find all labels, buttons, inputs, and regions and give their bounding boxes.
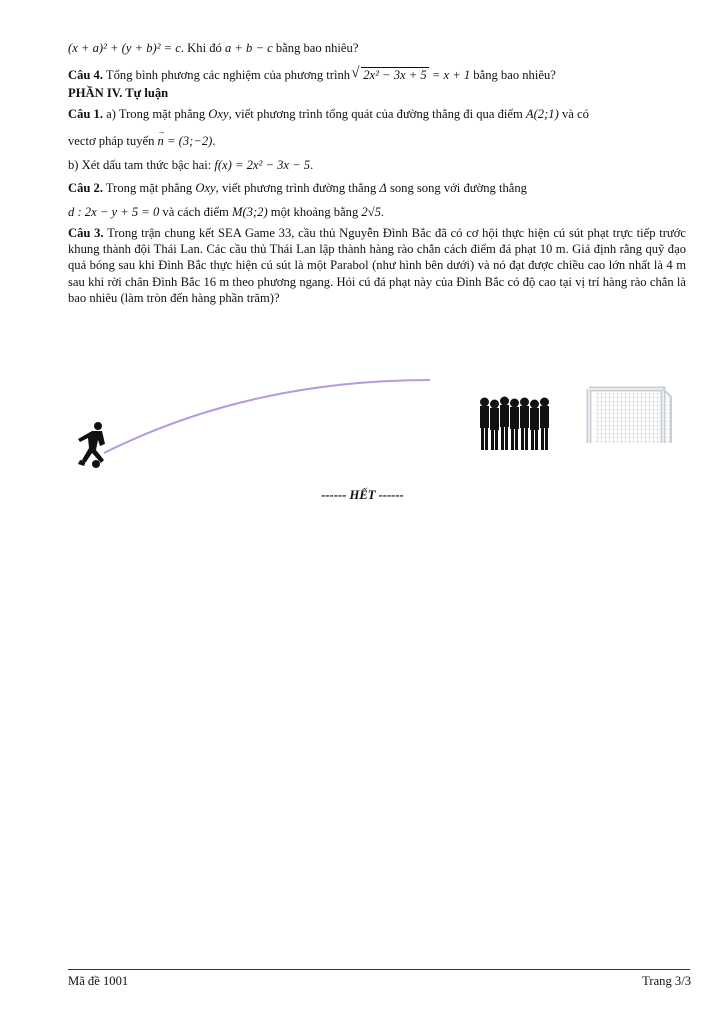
e3-label: Câu 3. [68, 226, 104, 240]
e2-point: M(3;2) [231, 205, 268, 219]
e2-text-b: , viết phương trình đường thẳng [215, 181, 380, 195]
footer-divider [68, 969, 690, 970]
e1-part-b [68, 157, 313, 173]
q3-question: bằng bao nhiêu? [272, 41, 359, 55]
e1-text-c: và có [558, 107, 589, 121]
e2-line-equation: d : 2x − y + 5 = 0 [68, 205, 160, 219]
exam-code: Mã đề 1001 [68, 974, 129, 988]
q3-tail-line [68, 40, 358, 56]
e2-line2 [68, 204, 384, 220]
q4-radicand: 2x² − 3x + 5 [363, 68, 427, 82]
e2-line1 [68, 180, 527, 196]
e1-b-text: b) Xét dấu tam thức bậc hai: [68, 158, 215, 172]
e2-line2-end: . [380, 205, 385, 219]
end-mark: ------ HẾT ------ [321, 488, 404, 502]
e1-vector-name: → n [158, 133, 164, 149]
e1-vector-text: vectơ pháp tuyến [68, 134, 158, 148]
goal-icon [585, 385, 675, 447]
e1-line1 [68, 106, 589, 122]
q3-text: . Khi đó [180, 41, 225, 55]
player-wall-silhouette-icon [477, 396, 557, 454]
ball-trajectory [104, 380, 430, 453]
e1-b-end: . [310, 158, 314, 172]
q3-expression: a + b − c [224, 41, 273, 55]
e1-text-b: , viết phương trình tổng quát của đường thẳng đi qua điểm [228, 107, 526, 121]
q4-question: bằng bao nhiêu? [470, 68, 556, 82]
page-number: Trang 3/3 [642, 974, 691, 988]
q3-equation: (x + a)² + (y + b)² = c [68, 41, 181, 55]
e2-text-c: song song với đường thẳng [386, 181, 527, 195]
e2-line2-text2: một khoảng bằng [267, 205, 362, 219]
q4-sqrt [353, 67, 428, 83]
q4-rhs: = x + 1 [428, 68, 471, 82]
q4-line [68, 67, 556, 83]
e3-text: Trong trận chung kết SEA Game 33, cầu thủ Nguyễn Đình Bắc đã có cơ hội thực hiện cú sút phạt trực tiếp trước khung thành đội Thái Lan. Các cầu thủ Thái Lan lập thành hàng rào chắn cách điểm đá phạt 10 m. Giả định rằng quỹ đạo quả bóng sau khi Đình Bắc thực hiện cú sút là một Parabol (như hình bên dưới) và nó đạt được chiều cao lớn nhất là 4 m sau khi rời chân Đình Bắc 16 m theo phương ngang. Hỏi cú đá phạt này của Đình Bắc có độ cao tại vị trí hàng rào chắn là bao nhiêu (làm tròn đến hàng phần trăm)? [68, 226, 686, 305]
e2-oxy: Oxy [195, 181, 216, 195]
e1-label: Câu 1. [68, 107, 103, 121]
e2-line2-text: và cách điểm [159, 205, 232, 219]
e2-distance: 2√5 [361, 205, 381, 219]
e1-b-math: f(x) = 2x² − 3x − 5 [214, 158, 311, 172]
e1-vector-value: = (3;−2) [163, 134, 213, 148]
q4-text: Tổng bình phương các nghiệm của phương trình [103, 68, 354, 82]
q4-label: Câu 4. [68, 68, 103, 82]
kicker-silhouette-icon [74, 420, 114, 470]
e1-oxy: Oxy [208, 107, 229, 121]
e3-paragraph [68, 225, 686, 306]
section-title: PHẦN IV. Tự luận [68, 86, 169, 100]
e2-text-a: Trong mặt phẳng [103, 181, 196, 195]
e2-label: Câu 2. [68, 181, 103, 195]
e1-point: A(2;1) [525, 107, 559, 121]
e1-line2 [68, 133, 215, 149]
e1-line2-end: . [212, 134, 216, 148]
e2-delta: Δ [379, 181, 387, 195]
e1-text-a: a) Trong mặt phẳng [103, 107, 209, 121]
